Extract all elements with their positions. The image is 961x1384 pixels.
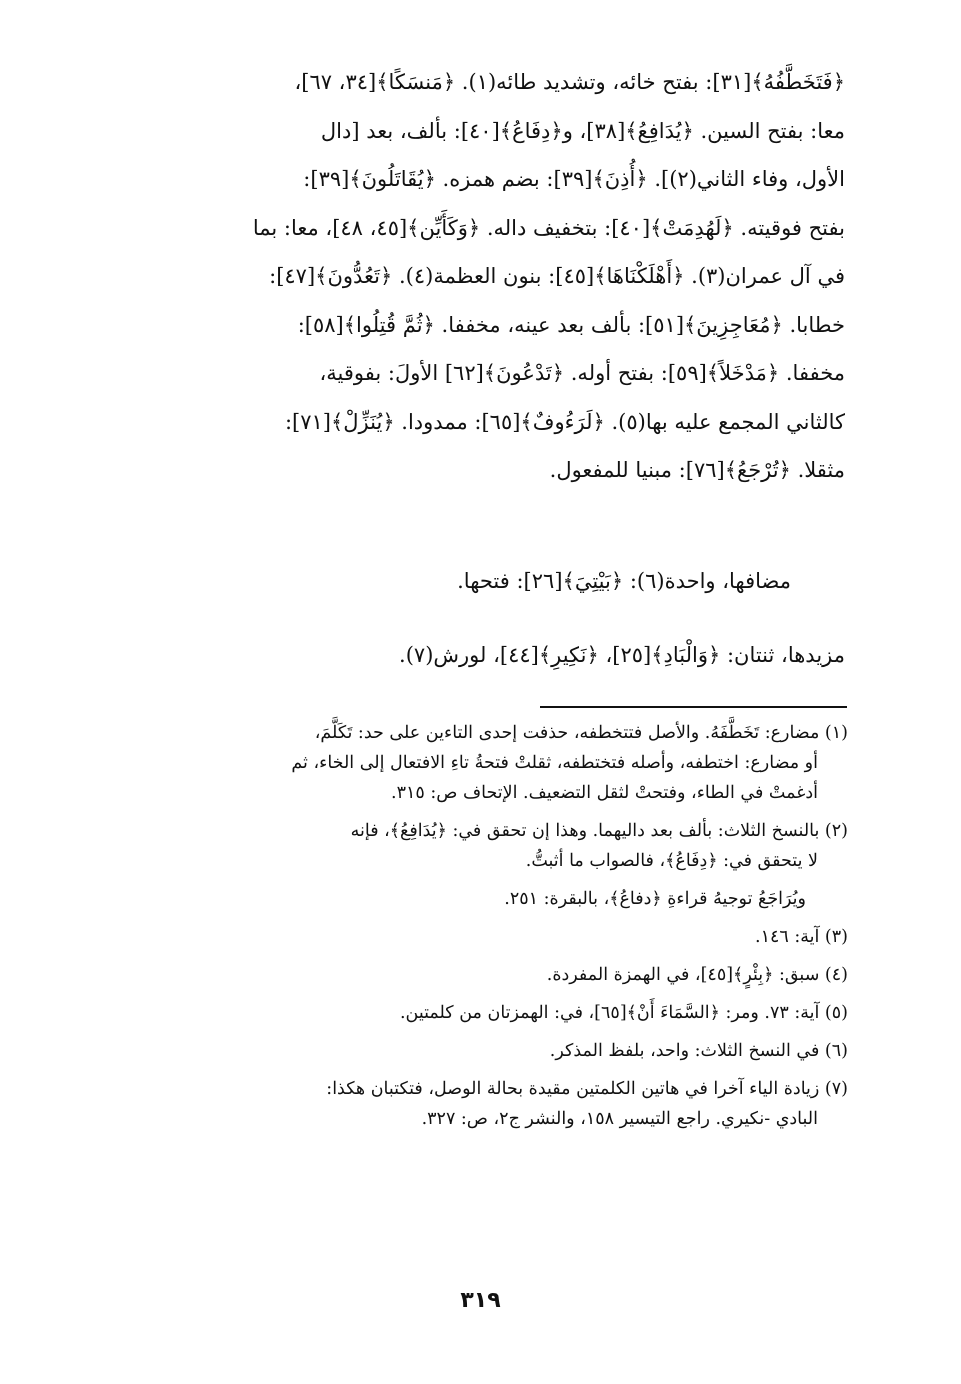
text-line: في آل عمران(٣). ﴿أَهْلَكْنَاهَا﴾[٤٥]: بنون العظمة(٤). ﴿تَعُدُّونَ﴾[٤٧]: xyxy=(269,264,845,288)
footnote-4: (٤) سبق: ﴿بِئْرٍ﴾[٤٥]، في الهمزة المفردة. xyxy=(546,965,848,985)
footnote-7 xyxy=(120,1074,848,1134)
footnote-line: (٢) بالنسخ الثلاث: بألف بعد داليهما. وهذا إن تحقق في: ﴿يُدَافِعُ﴾، فإنه xyxy=(350,821,848,841)
footnote-6: (٦) في النسخ الثلاث: واحد، بلفظ المذكر. xyxy=(549,1041,848,1061)
footnote-line: لا يتحقق في: ﴿دِفَاعُ﴾، فالصواب ما أثبتُّ. xyxy=(525,851,818,871)
footnotes-section xyxy=(120,718,848,1134)
footnote-line: أو مضارع: اختطفه، وأصله فتختطفه، ثقلتْ فتحةُ تاءِ الافتعال إلى الخاء، ثم xyxy=(291,753,818,773)
footnote-2 xyxy=(120,816,848,914)
text-line: ﴿فَتَخَطَّفُهُ﴾[٣١]: بفتح خائه، وتشديد طائه(١). ﴿مَنسَكًا﴾[٣٤، ٦٧]، xyxy=(294,70,845,94)
footnote-1 xyxy=(120,718,848,808)
text-line: خطابا. ﴿مُعَاجِزِينَ﴾[٥١]: بألف بعد عينه، مخففا. ﴿ثُمَّ قُتِلُوا﴾[٥٨]: xyxy=(297,312,845,337)
page-number: ٣١٩ xyxy=(460,1288,501,1313)
footnote-5: (٥) آية: ٧٣. ومر: ﴿السَّمَاءَ أَنْ﴾[٦٥]، في: الهمزتان من كلمتين. xyxy=(399,1003,848,1023)
mazidha-paragraph: مزيدها، ثنتان: ﴿وَالْبَادِ﴾[٢٥]، ﴿نَكِيرِ﴾[٤٤]، لورش(٧). xyxy=(399,643,845,667)
footnote-line: (٧) زيادة الياء آخرا في هاتين الكلمتين مقيدة بحالة الوصل، فتكتبان هكذا: xyxy=(326,1079,848,1099)
text-line: مثقلا. ﴿تُرْجَعُ﴾[٧٦]: مبنيا للمفعول. xyxy=(549,458,845,482)
text-line: الأول، وفاء الثاني(٢)]. ﴿أُذِنَ﴾[٣٩]: بضم همزه. ﴿يُقَاتَلُونَ﴾[٣٩]: xyxy=(303,167,845,191)
footnote-line: (١) مضارع: تَخَطَّفَهُ. والأصل فتتخطفه، حذفت إحدى التاءين على حد: تَكَلَّمَ، xyxy=(314,723,848,743)
main-text-block xyxy=(120,58,845,495)
mudafuha-paragraph: مضافها، واحدة(٦): ﴿بَيْتِيَ﴾[٢٦]: فتحها. xyxy=(457,569,791,593)
text-line: بفتح فوقيته. ﴿لَهُدِمَتْ﴾[٤٠]: بتخفيف داله. ﴿وَكَأَيِّن﴾[٤٥، ٤٨]، معا: بما xyxy=(252,215,845,240)
footnote-line: البادي -نكيري. راجع التيسير ١٥٨، والنشر ج٢، ص: ٣٢٧. xyxy=(421,1109,818,1129)
text-line: معا: بفتح السين. ﴿يُدَافِعُ﴾[٣٨]، و﴿دِفَاعُ﴾[٤٠]: بألف، بعد [دال xyxy=(320,118,845,143)
text-line: كالثاني المجمع عليه بها(٥). ﴿لَرَءُوفٌ﴾[٦٥]: ممدودا. ﴿يُنَزِّلْ﴾[٧١]: xyxy=(284,409,845,434)
footnote-line: ويُرَاجَعُ توجيهُ قراءةِ ﴿دفاعُ﴾، بالبقرة: ٢٥١. xyxy=(504,889,806,909)
footnote-3: (٣) آية: ١٤٦. xyxy=(755,927,848,947)
text-line: مخففا. ﴿مَدْخَلاً﴾[٥٩]: بفتح أوله. ﴿تَدْعُونَ﴾[٦٢] الأولَ: بفوقية، xyxy=(319,361,845,385)
footnote-line: أدغمتْ في الطاء، وفتحتْ لثقل التضعيف. الإتحاف ص: ٣١٥. xyxy=(391,783,818,803)
footnote-divider xyxy=(540,706,847,708)
